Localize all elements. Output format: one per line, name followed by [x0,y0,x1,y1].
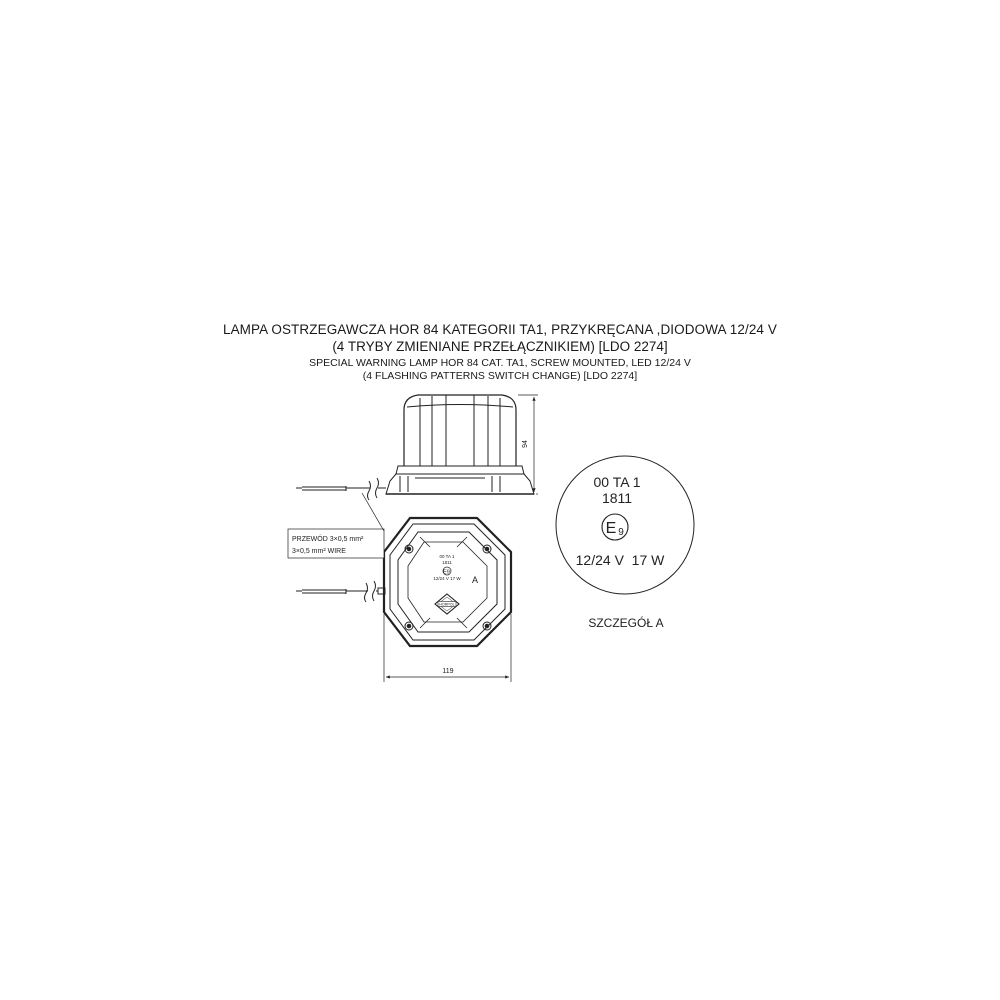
horpol-logo-icon [435,594,459,614]
title-polish-line-1: LAMPA OSTRZEGAWCZA HOR 84 KATEGORII TA1, PRZYKRĘCANA ,DIODOWA 12/24 V [222,322,778,337]
width-dimension-value: 119 [442,668,454,675]
wire-note-polish: PRZEWÓD 3×0,5 mm² [292,536,364,543]
e-mark-letter: E [605,520,617,537]
title-english-line-2: (4 FLASHING PATTERNS SWITCH CHANGE) [LDO 2274] [362,370,638,382]
lamp-marking-rating: 12/24 V 17 W [433,576,461,581]
detail-approval-code: 00 TA 1 [593,474,641,490]
top-view-cable [296,581,378,602]
e-mark-number: 9 [618,527,624,538]
title-polish-line-2: (4 TRYBY ZMIENIANE PRZEŁĄCZNIKIEM) [LDO 2274] [332,339,668,354]
lamp-marking-code: 1811 [442,560,452,565]
detail-caption: SZCZEGÓŁ A [588,616,664,630]
height-dimension-value: 94 [522,440,529,448]
lamp-side-view [386,395,534,494]
detail-serial-code: 1811 [601,490,633,506]
detail-rating: 12/24 V 17 W [575,552,665,568]
side-view-cable [296,478,386,500]
detail-reference-letter: A [471,575,479,585]
svg-text:HORPOL: HORPOL [439,602,455,607]
lamp-marking-e-mark: E9 [443,569,450,576]
wire-note-english: 3×0,5 mm² WIRE [292,548,346,555]
lamp-top-view [378,518,511,646]
title-english-line-1: SPECIAL WARNING LAMP HOR 84 CAT. TA1, SCREW MOUNTED, LED 12/24 V [309,357,691,369]
lamp-marking-approval: 00 TA 1 [439,554,455,559]
wire-note-leader [362,493,384,531]
